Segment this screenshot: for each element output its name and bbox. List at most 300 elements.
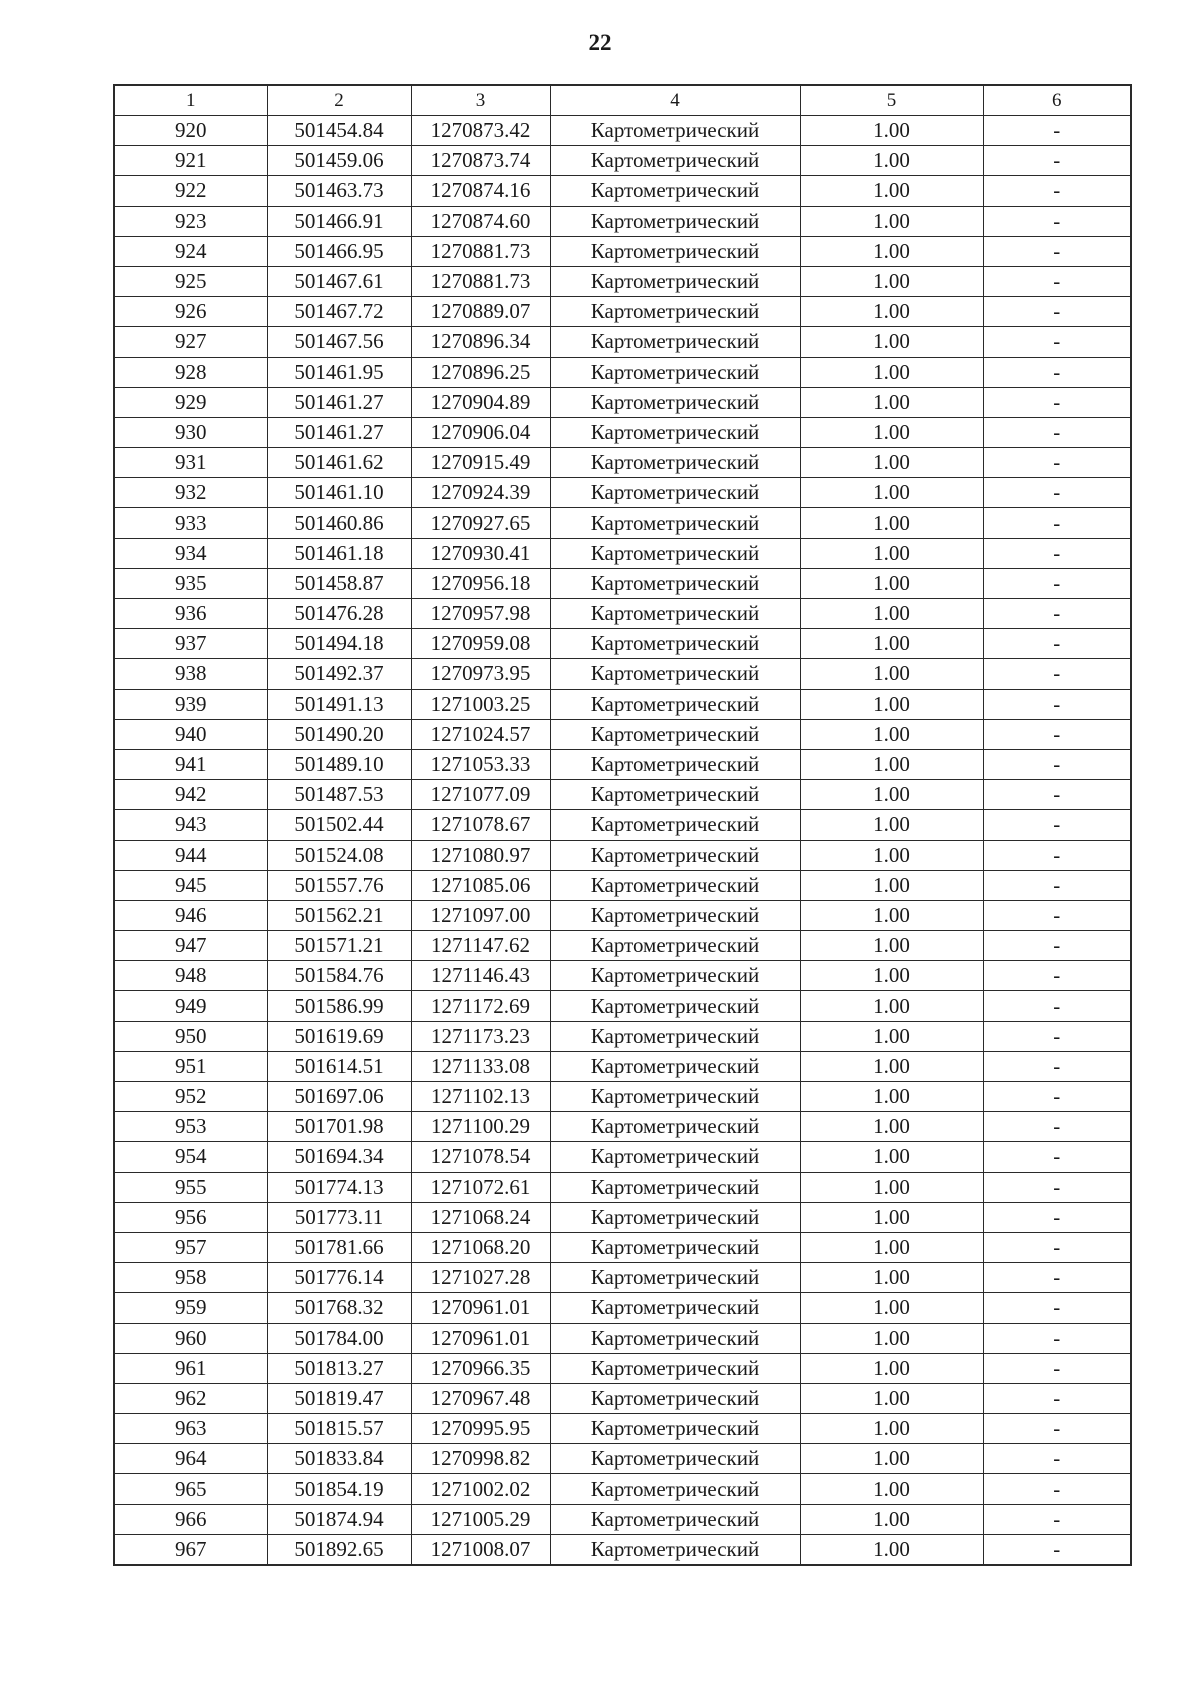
description-cell: - bbox=[983, 206, 1131, 236]
point-number-cell: 937 bbox=[114, 629, 267, 659]
table-row bbox=[114, 448, 1131, 478]
point-number-cell: 932 bbox=[114, 478, 267, 508]
method-cell: Картометрический bbox=[550, 1383, 800, 1413]
point-number-cell: 949 bbox=[114, 991, 267, 1021]
y-coordinate-cell: 1271005.29 bbox=[411, 1504, 550, 1534]
method-cell: Картометрический bbox=[550, 236, 800, 266]
point-number-cell: 952 bbox=[114, 1082, 267, 1112]
table-row bbox=[114, 478, 1131, 508]
table-row bbox=[114, 1172, 1131, 1202]
description-cell: - bbox=[983, 689, 1131, 719]
x-coordinate-cell: 501487.53 bbox=[267, 780, 411, 810]
accuracy-cell: 1.00 bbox=[800, 266, 983, 296]
table-row bbox=[114, 206, 1131, 236]
y-coordinate-cell: 1270915.49 bbox=[411, 448, 550, 478]
method-cell: Картометрический bbox=[550, 900, 800, 930]
point-number-cell: 950 bbox=[114, 1021, 267, 1051]
description-cell: - bbox=[983, 1383, 1131, 1413]
table-row bbox=[114, 1383, 1131, 1413]
x-coordinate-cell: 501571.21 bbox=[267, 931, 411, 961]
description-cell: - bbox=[983, 991, 1131, 1021]
point-number-cell: 922 bbox=[114, 176, 267, 206]
table-header-row bbox=[114, 85, 1131, 116]
point-number-cell: 941 bbox=[114, 749, 267, 779]
table-row bbox=[114, 1112, 1131, 1142]
description-cell: - bbox=[983, 266, 1131, 296]
accuracy-cell: 1.00 bbox=[800, 659, 983, 689]
method-cell: Картометрический bbox=[550, 1172, 800, 1202]
y-coordinate-cell: 1271068.24 bbox=[411, 1202, 550, 1232]
description-cell: - bbox=[983, 1323, 1131, 1353]
point-number-cell: 966 bbox=[114, 1504, 267, 1534]
x-coordinate-cell: 501586.99 bbox=[267, 991, 411, 1021]
description-cell: - bbox=[983, 900, 1131, 930]
y-coordinate-cell: 1271080.97 bbox=[411, 840, 550, 870]
table-row bbox=[114, 1353, 1131, 1383]
accuracy-cell: 1.00 bbox=[800, 689, 983, 719]
point-number-cell: 933 bbox=[114, 508, 267, 538]
method-cell: Картометрический bbox=[550, 508, 800, 538]
method-cell: Картометрический bbox=[550, 659, 800, 689]
description-cell: - bbox=[983, 1202, 1131, 1232]
description-cell: - bbox=[983, 568, 1131, 598]
y-coordinate-cell: 1271078.67 bbox=[411, 810, 550, 840]
accuracy-cell: 1.00 bbox=[800, 1534, 983, 1565]
accuracy-cell: 1.00 bbox=[800, 357, 983, 387]
point-number-cell: 961 bbox=[114, 1353, 267, 1383]
x-coordinate-cell: 501461.95 bbox=[267, 357, 411, 387]
accuracy-cell: 1.00 bbox=[800, 1323, 983, 1353]
point-number-cell: 964 bbox=[114, 1444, 267, 1474]
x-coordinate-cell: 501774.13 bbox=[267, 1172, 411, 1202]
y-coordinate-cell: 1271146.43 bbox=[411, 961, 550, 991]
description-cell: - bbox=[983, 659, 1131, 689]
table-row bbox=[114, 297, 1131, 327]
accuracy-cell: 1.00 bbox=[800, 327, 983, 357]
description-cell: - bbox=[983, 931, 1131, 961]
y-coordinate-cell: 1271068.20 bbox=[411, 1232, 550, 1262]
table-row bbox=[114, 1474, 1131, 1504]
x-coordinate-cell: 501619.69 bbox=[267, 1021, 411, 1051]
description-cell: - bbox=[983, 719, 1131, 749]
table-row bbox=[114, 266, 1131, 296]
x-coordinate-cell: 501459.06 bbox=[267, 146, 411, 176]
column-header: 5 bbox=[800, 85, 983, 116]
accuracy-cell: 1.00 bbox=[800, 961, 983, 991]
method-cell: Картометрический bbox=[550, 146, 800, 176]
accuracy-cell: 1.00 bbox=[800, 870, 983, 900]
method-cell: Картометрический bbox=[550, 417, 800, 447]
method-cell: Картометрический bbox=[550, 689, 800, 719]
y-coordinate-cell: 1270896.25 bbox=[411, 357, 550, 387]
description-cell: - bbox=[983, 1414, 1131, 1444]
method-cell: Картометрический bbox=[550, 1504, 800, 1534]
accuracy-cell: 1.00 bbox=[800, 1142, 983, 1172]
table-row bbox=[114, 1142, 1131, 1172]
x-coordinate-cell: 501819.47 bbox=[267, 1383, 411, 1413]
table-row bbox=[114, 1263, 1131, 1293]
y-coordinate-cell: 1270961.01 bbox=[411, 1323, 550, 1353]
accuracy-cell: 1.00 bbox=[800, 1082, 983, 1112]
y-coordinate-cell: 1271024.57 bbox=[411, 719, 550, 749]
accuracy-cell: 1.00 bbox=[800, 780, 983, 810]
accuracy-cell: 1.00 bbox=[800, 1263, 983, 1293]
y-coordinate-cell: 1271008.07 bbox=[411, 1534, 550, 1565]
point-number-cell: 962 bbox=[114, 1383, 267, 1413]
table-row bbox=[114, 1021, 1131, 1051]
description-cell: - bbox=[983, 870, 1131, 900]
method-cell: Картометрический bbox=[550, 931, 800, 961]
description-cell: - bbox=[983, 297, 1131, 327]
table-row bbox=[114, 780, 1131, 810]
table-row bbox=[114, 1534, 1131, 1565]
y-coordinate-cell: 1270956.18 bbox=[411, 568, 550, 598]
y-coordinate-cell: 1270873.42 bbox=[411, 116, 550, 146]
table-row bbox=[114, 176, 1131, 206]
description-cell: - bbox=[983, 176, 1131, 206]
method-cell: Картометрический bbox=[550, 478, 800, 508]
accuracy-cell: 1.00 bbox=[800, 387, 983, 417]
x-coordinate-cell: 501492.37 bbox=[267, 659, 411, 689]
x-coordinate-cell: 501697.06 bbox=[267, 1082, 411, 1112]
y-coordinate-cell: 1271172.69 bbox=[411, 991, 550, 1021]
y-coordinate-cell: 1271002.02 bbox=[411, 1474, 550, 1504]
x-coordinate-cell: 501892.65 bbox=[267, 1534, 411, 1565]
description-cell: - bbox=[983, 749, 1131, 779]
description-cell: - bbox=[983, 327, 1131, 357]
description-cell: - bbox=[983, 387, 1131, 417]
x-coordinate-cell: 501557.76 bbox=[267, 870, 411, 900]
accuracy-cell: 1.00 bbox=[800, 749, 983, 779]
x-coordinate-cell: 501463.73 bbox=[267, 176, 411, 206]
point-number-cell: 960 bbox=[114, 1323, 267, 1353]
point-number-cell: 953 bbox=[114, 1112, 267, 1142]
accuracy-cell: 1.00 bbox=[800, 1474, 983, 1504]
table-row bbox=[114, 599, 1131, 629]
x-coordinate-cell: 501701.98 bbox=[267, 1112, 411, 1142]
point-number-cell: 924 bbox=[114, 236, 267, 266]
y-coordinate-cell: 1270998.82 bbox=[411, 1444, 550, 1474]
y-coordinate-cell: 1271077.09 bbox=[411, 780, 550, 810]
description-cell: - bbox=[983, 780, 1131, 810]
method-cell: Картометрический bbox=[550, 810, 800, 840]
x-coordinate-cell: 501773.11 bbox=[267, 1202, 411, 1232]
description-cell: - bbox=[983, 1172, 1131, 1202]
method-cell: Картометрический bbox=[550, 1474, 800, 1504]
table-row bbox=[114, 1082, 1131, 1112]
y-coordinate-cell: 1270967.48 bbox=[411, 1383, 550, 1413]
y-coordinate-cell: 1270874.60 bbox=[411, 206, 550, 236]
point-number-cell: 931 bbox=[114, 448, 267, 478]
description-cell: - bbox=[983, 146, 1131, 176]
table-row bbox=[114, 1293, 1131, 1323]
description-cell: - bbox=[983, 1444, 1131, 1474]
y-coordinate-cell: 1270957.98 bbox=[411, 599, 550, 629]
table-row bbox=[114, 236, 1131, 266]
point-number-cell: 923 bbox=[114, 206, 267, 236]
table-row bbox=[114, 689, 1131, 719]
column-header: 6 bbox=[983, 85, 1131, 116]
y-coordinate-cell: 1271173.23 bbox=[411, 1021, 550, 1051]
accuracy-cell: 1.00 bbox=[800, 1232, 983, 1262]
x-coordinate-cell: 501694.34 bbox=[267, 1142, 411, 1172]
table-row bbox=[114, 1232, 1131, 1262]
y-coordinate-cell: 1271100.29 bbox=[411, 1112, 550, 1142]
point-number-cell: 955 bbox=[114, 1172, 267, 1202]
method-cell: Картометрический bbox=[550, 387, 800, 417]
method-cell: Картометрический bbox=[550, 1202, 800, 1232]
y-coordinate-cell: 1270959.08 bbox=[411, 629, 550, 659]
x-coordinate-cell: 501458.87 bbox=[267, 568, 411, 598]
accuracy-cell: 1.00 bbox=[800, 116, 983, 146]
y-coordinate-cell: 1270873.74 bbox=[411, 146, 550, 176]
column-header: 2 bbox=[267, 85, 411, 116]
y-coordinate-cell: 1271078.54 bbox=[411, 1142, 550, 1172]
x-coordinate-cell: 501466.91 bbox=[267, 206, 411, 236]
accuracy-cell: 1.00 bbox=[800, 568, 983, 598]
point-number-cell: 947 bbox=[114, 931, 267, 961]
method-cell: Картометрический bbox=[550, 780, 800, 810]
description-cell: - bbox=[983, 840, 1131, 870]
description-cell: - bbox=[983, 508, 1131, 538]
x-coordinate-cell: 501781.66 bbox=[267, 1232, 411, 1262]
x-coordinate-cell: 501467.61 bbox=[267, 266, 411, 296]
point-number-cell: 967 bbox=[114, 1534, 267, 1565]
table-row bbox=[114, 810, 1131, 840]
y-coordinate-cell: 1270881.73 bbox=[411, 236, 550, 266]
x-coordinate-cell: 501854.19 bbox=[267, 1474, 411, 1504]
y-coordinate-cell: 1270881.73 bbox=[411, 266, 550, 296]
accuracy-cell: 1.00 bbox=[800, 1293, 983, 1323]
point-number-cell: 957 bbox=[114, 1232, 267, 1262]
column-header: 4 bbox=[550, 85, 800, 116]
description-cell: - bbox=[983, 961, 1131, 991]
description-cell: - bbox=[983, 448, 1131, 478]
method-cell: Картометрический bbox=[550, 1414, 800, 1444]
accuracy-cell: 1.00 bbox=[800, 297, 983, 327]
accuracy-cell: 1.00 bbox=[800, 991, 983, 1021]
accuracy-cell: 1.00 bbox=[800, 478, 983, 508]
x-coordinate-cell: 501461.18 bbox=[267, 538, 411, 568]
point-number-cell: 927 bbox=[114, 327, 267, 357]
table-row bbox=[114, 327, 1131, 357]
x-coordinate-cell: 501461.62 bbox=[267, 448, 411, 478]
description-cell: - bbox=[983, 1142, 1131, 1172]
accuracy-cell: 1.00 bbox=[800, 1444, 983, 1474]
y-coordinate-cell: 1270966.35 bbox=[411, 1353, 550, 1383]
accuracy-cell: 1.00 bbox=[800, 599, 983, 629]
method-cell: Картометрический bbox=[550, 719, 800, 749]
accuracy-cell: 1.00 bbox=[800, 1051, 983, 1081]
accuracy-cell: 1.00 bbox=[800, 900, 983, 930]
table-row bbox=[114, 146, 1131, 176]
table-row bbox=[114, 357, 1131, 387]
method-cell: Картометрический bbox=[550, 568, 800, 598]
method-cell: Картометрический bbox=[550, 1534, 800, 1565]
method-cell: Картометрический bbox=[550, 1293, 800, 1323]
x-coordinate-cell: 501813.27 bbox=[267, 1353, 411, 1383]
y-coordinate-cell: 1271133.08 bbox=[411, 1051, 550, 1081]
x-coordinate-cell: 501494.18 bbox=[267, 629, 411, 659]
description-cell: - bbox=[983, 629, 1131, 659]
table-body bbox=[114, 116, 1131, 1566]
description-cell: - bbox=[983, 1353, 1131, 1383]
x-coordinate-cell: 501489.10 bbox=[267, 749, 411, 779]
table-row bbox=[114, 991, 1131, 1021]
method-cell: Картометрический bbox=[550, 448, 800, 478]
accuracy-cell: 1.00 bbox=[800, 1383, 983, 1413]
description-cell: - bbox=[983, 599, 1131, 629]
point-number-cell: 956 bbox=[114, 1202, 267, 1232]
description-cell: - bbox=[983, 1474, 1131, 1504]
method-cell: Картометрический bbox=[550, 991, 800, 1021]
point-number-cell: 954 bbox=[114, 1142, 267, 1172]
point-number-cell: 934 bbox=[114, 538, 267, 568]
page-number: 22 bbox=[588, 30, 612, 55]
accuracy-cell: 1.00 bbox=[800, 236, 983, 266]
coordinates-table bbox=[113, 84, 1132, 1566]
accuracy-cell: 1.00 bbox=[800, 629, 983, 659]
table-row bbox=[114, 1444, 1131, 1474]
description-cell: - bbox=[983, 116, 1131, 146]
table-row bbox=[114, 417, 1131, 447]
table-row bbox=[114, 116, 1131, 146]
description-cell: - bbox=[983, 357, 1131, 387]
point-number-cell: 965 bbox=[114, 1474, 267, 1504]
x-coordinate-cell: 501614.51 bbox=[267, 1051, 411, 1081]
table-row bbox=[114, 568, 1131, 598]
method-cell: Картометрический bbox=[550, 176, 800, 206]
y-coordinate-cell: 1271147.62 bbox=[411, 931, 550, 961]
table-row bbox=[114, 508, 1131, 538]
accuracy-cell: 1.00 bbox=[800, 417, 983, 447]
column-header: 3 bbox=[411, 85, 550, 116]
method-cell: Картометрический bbox=[550, 297, 800, 327]
method-cell: Картометрический bbox=[550, 1051, 800, 1081]
point-number-cell: 944 bbox=[114, 840, 267, 870]
accuracy-cell: 1.00 bbox=[800, 538, 983, 568]
point-number-cell: 946 bbox=[114, 900, 267, 930]
table-row bbox=[114, 719, 1131, 749]
accuracy-cell: 1.00 bbox=[800, 840, 983, 870]
table-row bbox=[114, 1323, 1131, 1353]
x-coordinate-cell: 501461.10 bbox=[267, 478, 411, 508]
method-cell: Картометрический bbox=[550, 206, 800, 236]
table-row bbox=[114, 538, 1131, 568]
accuracy-cell: 1.00 bbox=[800, 810, 983, 840]
method-cell: Картометрический bbox=[550, 116, 800, 146]
point-number-cell: 939 bbox=[114, 689, 267, 719]
table-row bbox=[114, 1414, 1131, 1444]
method-cell: Картометрический bbox=[550, 629, 800, 659]
description-cell: - bbox=[983, 1534, 1131, 1565]
table-row bbox=[114, 629, 1131, 659]
y-coordinate-cell: 1270961.01 bbox=[411, 1293, 550, 1323]
x-coordinate-cell: 501466.95 bbox=[267, 236, 411, 266]
x-coordinate-cell: 501874.94 bbox=[267, 1504, 411, 1534]
point-number-cell: 929 bbox=[114, 387, 267, 417]
point-number-cell: 940 bbox=[114, 719, 267, 749]
table-row bbox=[114, 870, 1131, 900]
accuracy-cell: 1.00 bbox=[800, 206, 983, 236]
method-cell: Картометрический bbox=[550, 327, 800, 357]
y-coordinate-cell: 1270973.95 bbox=[411, 659, 550, 689]
x-coordinate-cell: 501815.57 bbox=[267, 1414, 411, 1444]
y-coordinate-cell: 1271097.00 bbox=[411, 900, 550, 930]
method-cell: Картометрический bbox=[550, 840, 800, 870]
description-cell: - bbox=[983, 1021, 1131, 1051]
x-coordinate-cell: 501467.56 bbox=[267, 327, 411, 357]
description-cell: - bbox=[983, 810, 1131, 840]
y-coordinate-cell: 1270995.95 bbox=[411, 1414, 550, 1444]
y-coordinate-cell: 1271102.13 bbox=[411, 1082, 550, 1112]
point-number-cell: 935 bbox=[114, 568, 267, 598]
point-number-cell: 943 bbox=[114, 810, 267, 840]
accuracy-cell: 1.00 bbox=[800, 1414, 983, 1444]
y-coordinate-cell: 1270889.07 bbox=[411, 297, 550, 327]
point-number-cell: 951 bbox=[114, 1051, 267, 1081]
description-cell: - bbox=[983, 1504, 1131, 1534]
point-number-cell: 938 bbox=[114, 659, 267, 689]
y-coordinate-cell: 1270924.39 bbox=[411, 478, 550, 508]
description-cell: - bbox=[983, 1051, 1131, 1081]
table-row bbox=[114, 1202, 1131, 1232]
description-cell: - bbox=[983, 1082, 1131, 1112]
method-cell: Картометрический bbox=[550, 1444, 800, 1474]
table-row bbox=[114, 749, 1131, 779]
description-cell: - bbox=[983, 1263, 1131, 1293]
x-coordinate-cell: 501524.08 bbox=[267, 840, 411, 870]
table-row bbox=[114, 1504, 1131, 1534]
x-coordinate-cell: 501562.21 bbox=[267, 900, 411, 930]
method-cell: Картометрический bbox=[550, 1082, 800, 1112]
y-coordinate-cell: 1270906.04 bbox=[411, 417, 550, 447]
point-number-cell: 921 bbox=[114, 146, 267, 176]
x-coordinate-cell: 501461.27 bbox=[267, 387, 411, 417]
accuracy-cell: 1.00 bbox=[800, 1021, 983, 1051]
y-coordinate-cell: 1271027.28 bbox=[411, 1263, 550, 1293]
x-coordinate-cell: 501461.27 bbox=[267, 417, 411, 447]
point-number-cell: 936 bbox=[114, 599, 267, 629]
x-coordinate-cell: 501502.44 bbox=[267, 810, 411, 840]
method-cell: Картометрический bbox=[550, 961, 800, 991]
method-cell: Картометрический bbox=[550, 1323, 800, 1353]
table-row bbox=[114, 900, 1131, 930]
x-coordinate-cell: 501460.86 bbox=[267, 508, 411, 538]
accuracy-cell: 1.00 bbox=[800, 146, 983, 176]
method-cell: Картометрический bbox=[550, 1232, 800, 1262]
y-coordinate-cell: 1270874.16 bbox=[411, 176, 550, 206]
x-coordinate-cell: 501490.20 bbox=[267, 719, 411, 749]
x-coordinate-cell: 501584.76 bbox=[267, 961, 411, 991]
y-coordinate-cell: 1271003.25 bbox=[411, 689, 550, 719]
method-cell: Картометрический bbox=[550, 749, 800, 779]
accuracy-cell: 1.00 bbox=[800, 719, 983, 749]
method-cell: Картометрический bbox=[550, 1112, 800, 1142]
point-number-cell: 925 bbox=[114, 266, 267, 296]
description-cell: - bbox=[983, 1232, 1131, 1262]
x-coordinate-cell: 501454.84 bbox=[267, 116, 411, 146]
y-coordinate-cell: 1270904.89 bbox=[411, 387, 550, 417]
x-coordinate-cell: 501833.84 bbox=[267, 1444, 411, 1474]
description-cell: - bbox=[983, 538, 1131, 568]
x-coordinate-cell: 501491.13 bbox=[267, 689, 411, 719]
accuracy-cell: 1.00 bbox=[800, 448, 983, 478]
y-coordinate-cell: 1271053.33 bbox=[411, 749, 550, 779]
method-cell: Картометрический bbox=[550, 1353, 800, 1383]
point-number-cell: 959 bbox=[114, 1293, 267, 1323]
table-row bbox=[114, 1051, 1131, 1081]
